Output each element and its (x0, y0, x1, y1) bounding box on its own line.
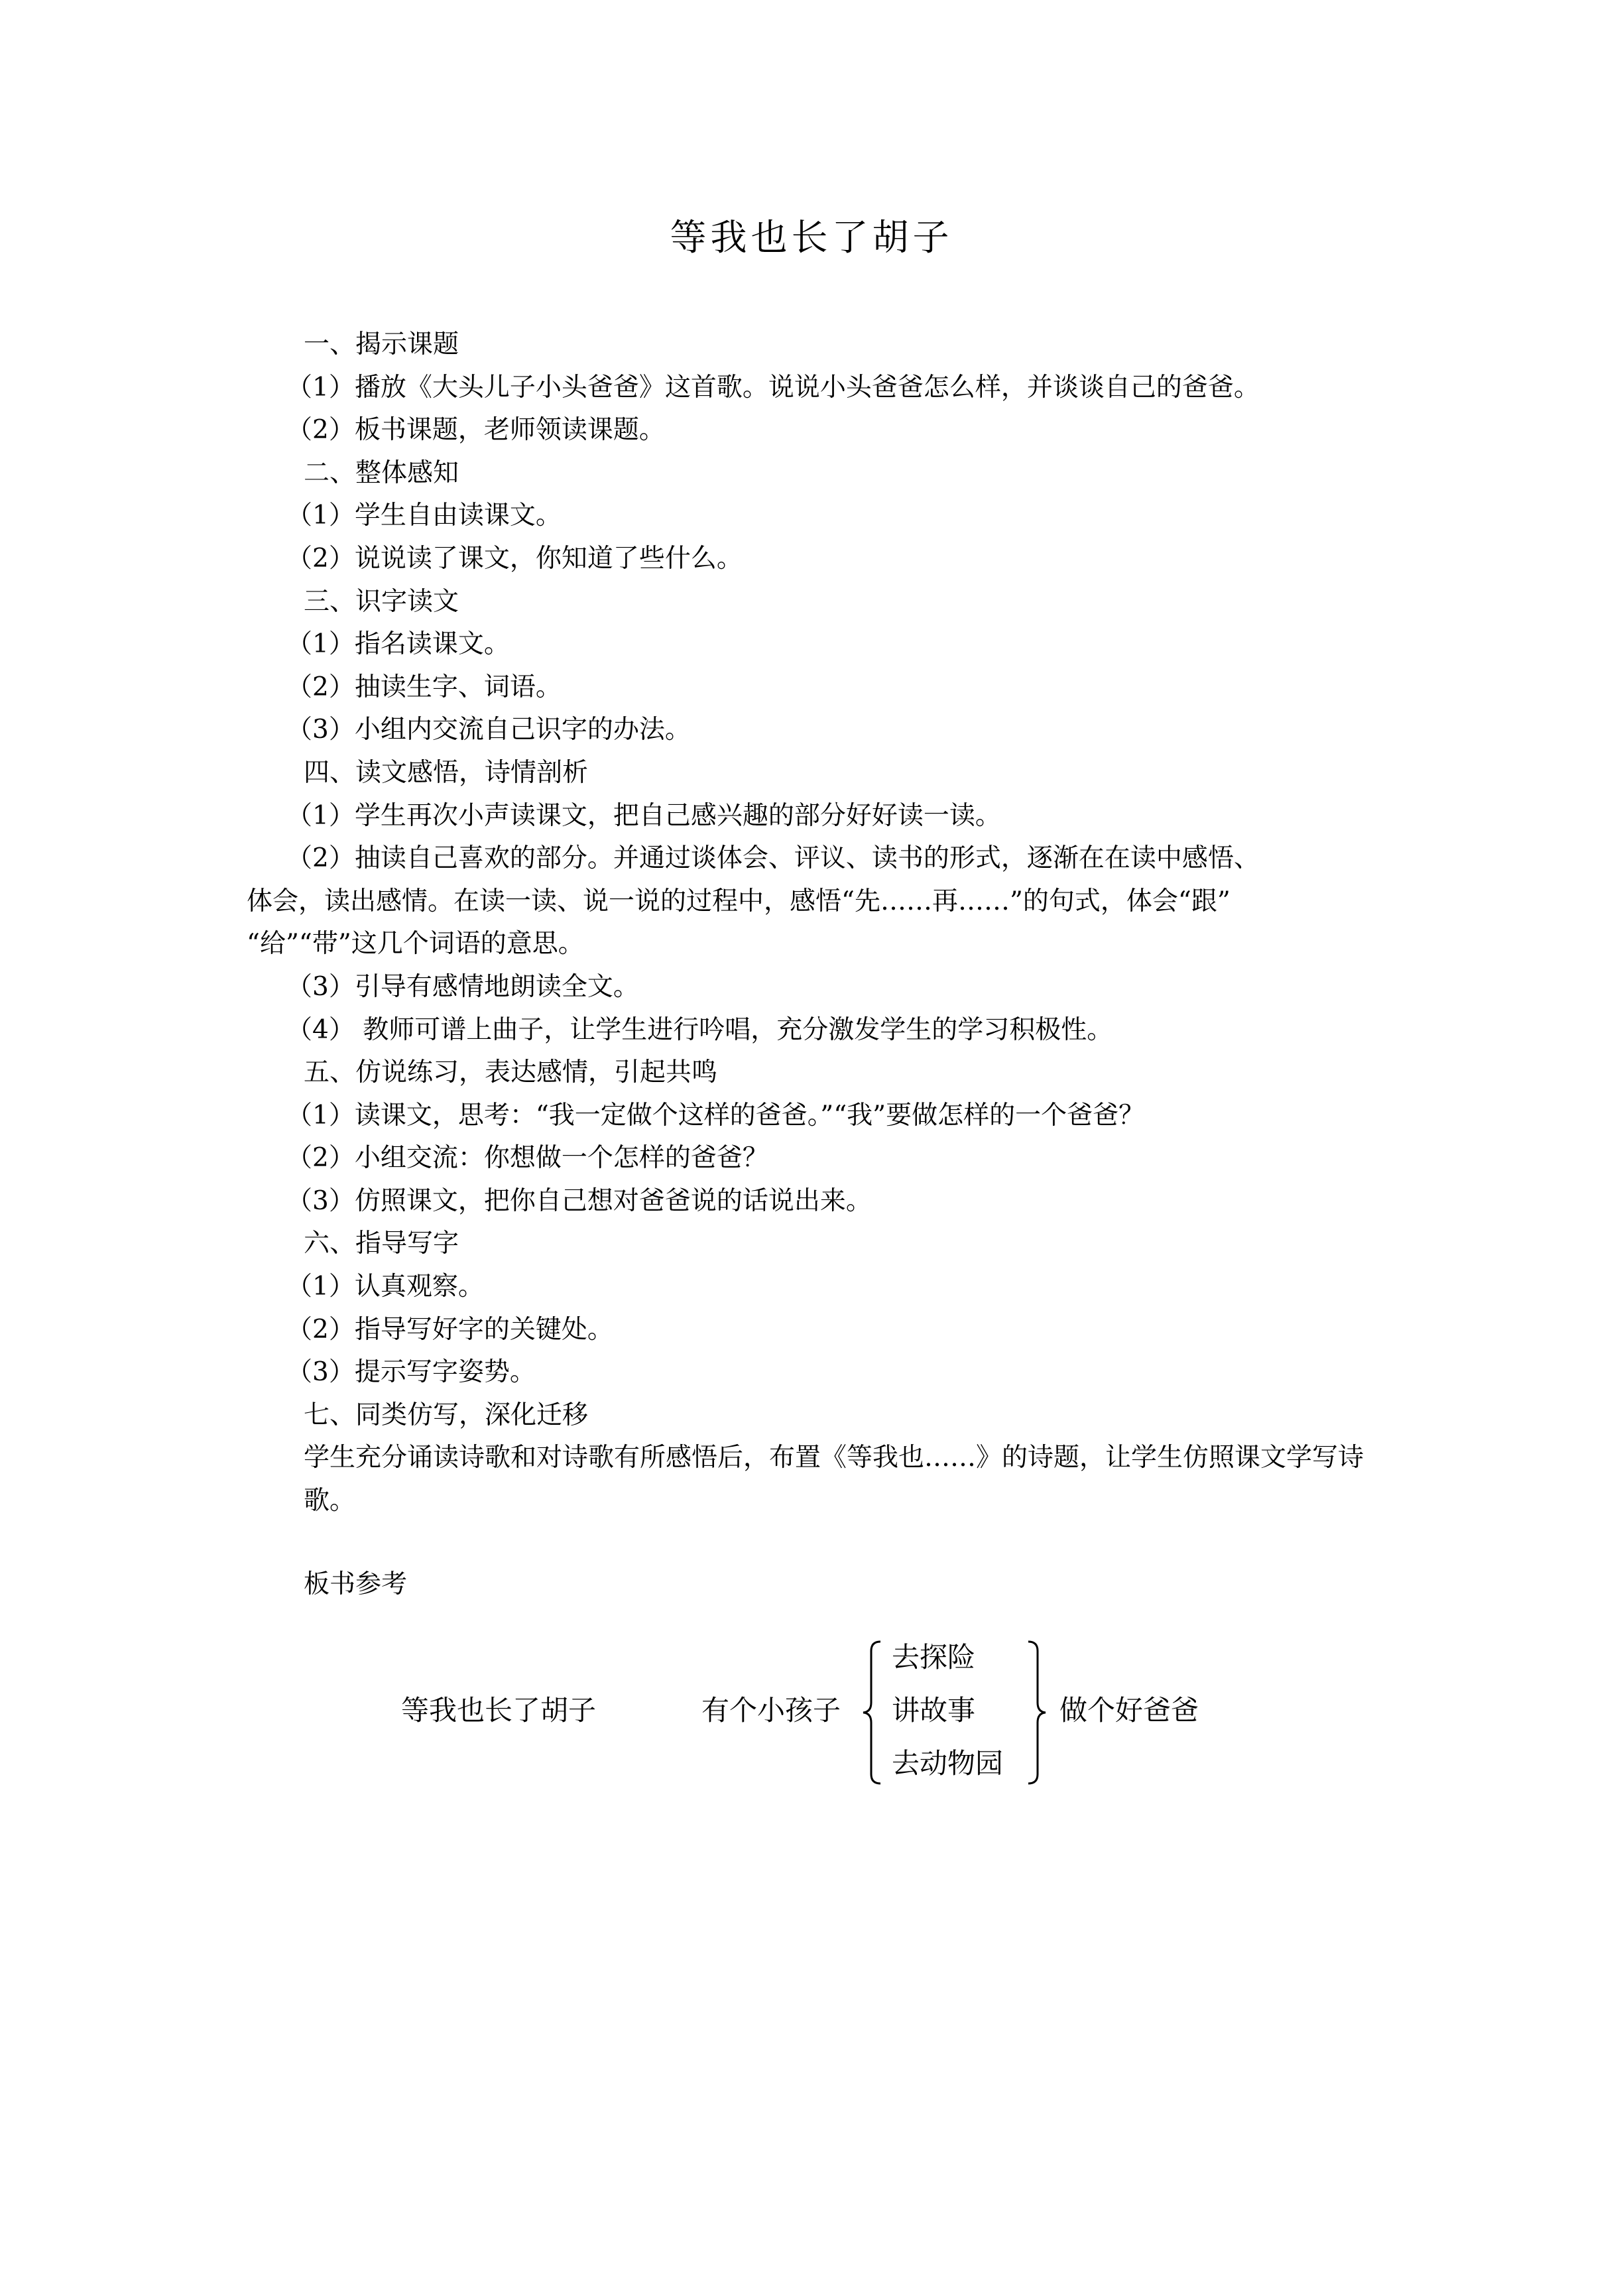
step-item: （2）抽读自己喜欢的部分。并通过谈体会、评议、读书的形式，逐渐在在读中感悟、 (286, 843, 1260, 874)
step-item: （1）学生自由读课文。 (286, 501, 562, 531)
step-item: （3）仿照课文，把你自己想对爸爸说的话说出来。 (286, 1185, 872, 1216)
right-brace-icon (1024, 1639, 1048, 1786)
board-diagram (0, 1624, 1623, 1797)
section-heading: 五、仿说练习，表达感情，引起共鸣 (304, 1057, 718, 1088)
board-action-1: 去探险 (892, 1641, 976, 1673)
section-heading: 二、整体感知 (304, 457, 459, 488)
step-item: （2）说说读了课文，你知道了些什么。 (286, 543, 743, 574)
step-item: （3）小组内交流自己识字的办法。 (286, 715, 691, 745)
step-item: （3）引导有感情地朗读全文。 (286, 971, 639, 1002)
step-item: （1）读课文，思考：“我一定做个这样的爸爸。”“我”要做怎样的一个爸爸？ (286, 1100, 1145, 1130)
section-heading: 三、识字读文 (304, 586, 459, 617)
board-reference-label: 板书参考 (304, 1569, 408, 1599)
board-result: 做个好爸爸 (1059, 1694, 1199, 1726)
section-heading: 一、揭示课题 (304, 330, 459, 359)
step-item: （1）播放《大头儿子小头爸爸》这首歌。说说小头爸爸怎么样，并谈谈自己的爸爸。 (286, 372, 1260, 402)
step-item: （2）板书课题，老师领读课题。 (286, 415, 665, 446)
lesson-steps (247, 324, 1390, 1437)
board-action-2: 讲故事 (892, 1694, 976, 1726)
section-heading: 六、指导写字 (304, 1229, 459, 1259)
step-item: （2）指导写好字的关键处。 (286, 1314, 613, 1345)
step-continuation: 体会，读出感情。在读一读、说一说的过程中，感悟“先……再……”的句式，体会“跟” (247, 886, 1231, 916)
section-heading: 七、同类仿写，深化迁移 (304, 1400, 589, 1430)
section-heading: 四、读文感悟，诗情剖析 (304, 757, 589, 788)
document-title: 等我也长了胡子 (670, 216, 953, 259)
step-item: （3）提示写字姿势。 (286, 1357, 536, 1388)
closing-paragraph: 学生充分诵读诗歌和对诗歌有所感悟后，布置《等我也……》的诗题，让学生仿照课文学写诗歌。 (304, 1443, 1364, 1516)
board-subject: 有个小孩子 (701, 1694, 841, 1726)
step-item: （1）认真观察。 (286, 1272, 484, 1302)
left-brace-icon (861, 1639, 884, 1786)
step-continuation: “给”“带”这几个词语的意思。 (247, 929, 584, 959)
step-item: （2）小组交流：你想做一个怎样的爸爸？ (286, 1143, 768, 1174)
step-item: （1）学生再次小声读课文，把自己感兴趣的部分好好读一读。 (286, 800, 1001, 831)
lesson-plan-body (247, 324, 1390, 1523)
step-item: （2）抽读生字、词语。 (286, 672, 562, 702)
board-title: 等我也长了胡子 (401, 1694, 597, 1726)
board-action-3: 去动物园 (892, 1747, 1004, 1780)
step-item: （1）指名读课文。 (286, 629, 510, 660)
step-item: （4） 教师可谱上曲子，让学生进行吟唱，充分激发学生的学习积极性。 (286, 1014, 1113, 1045)
